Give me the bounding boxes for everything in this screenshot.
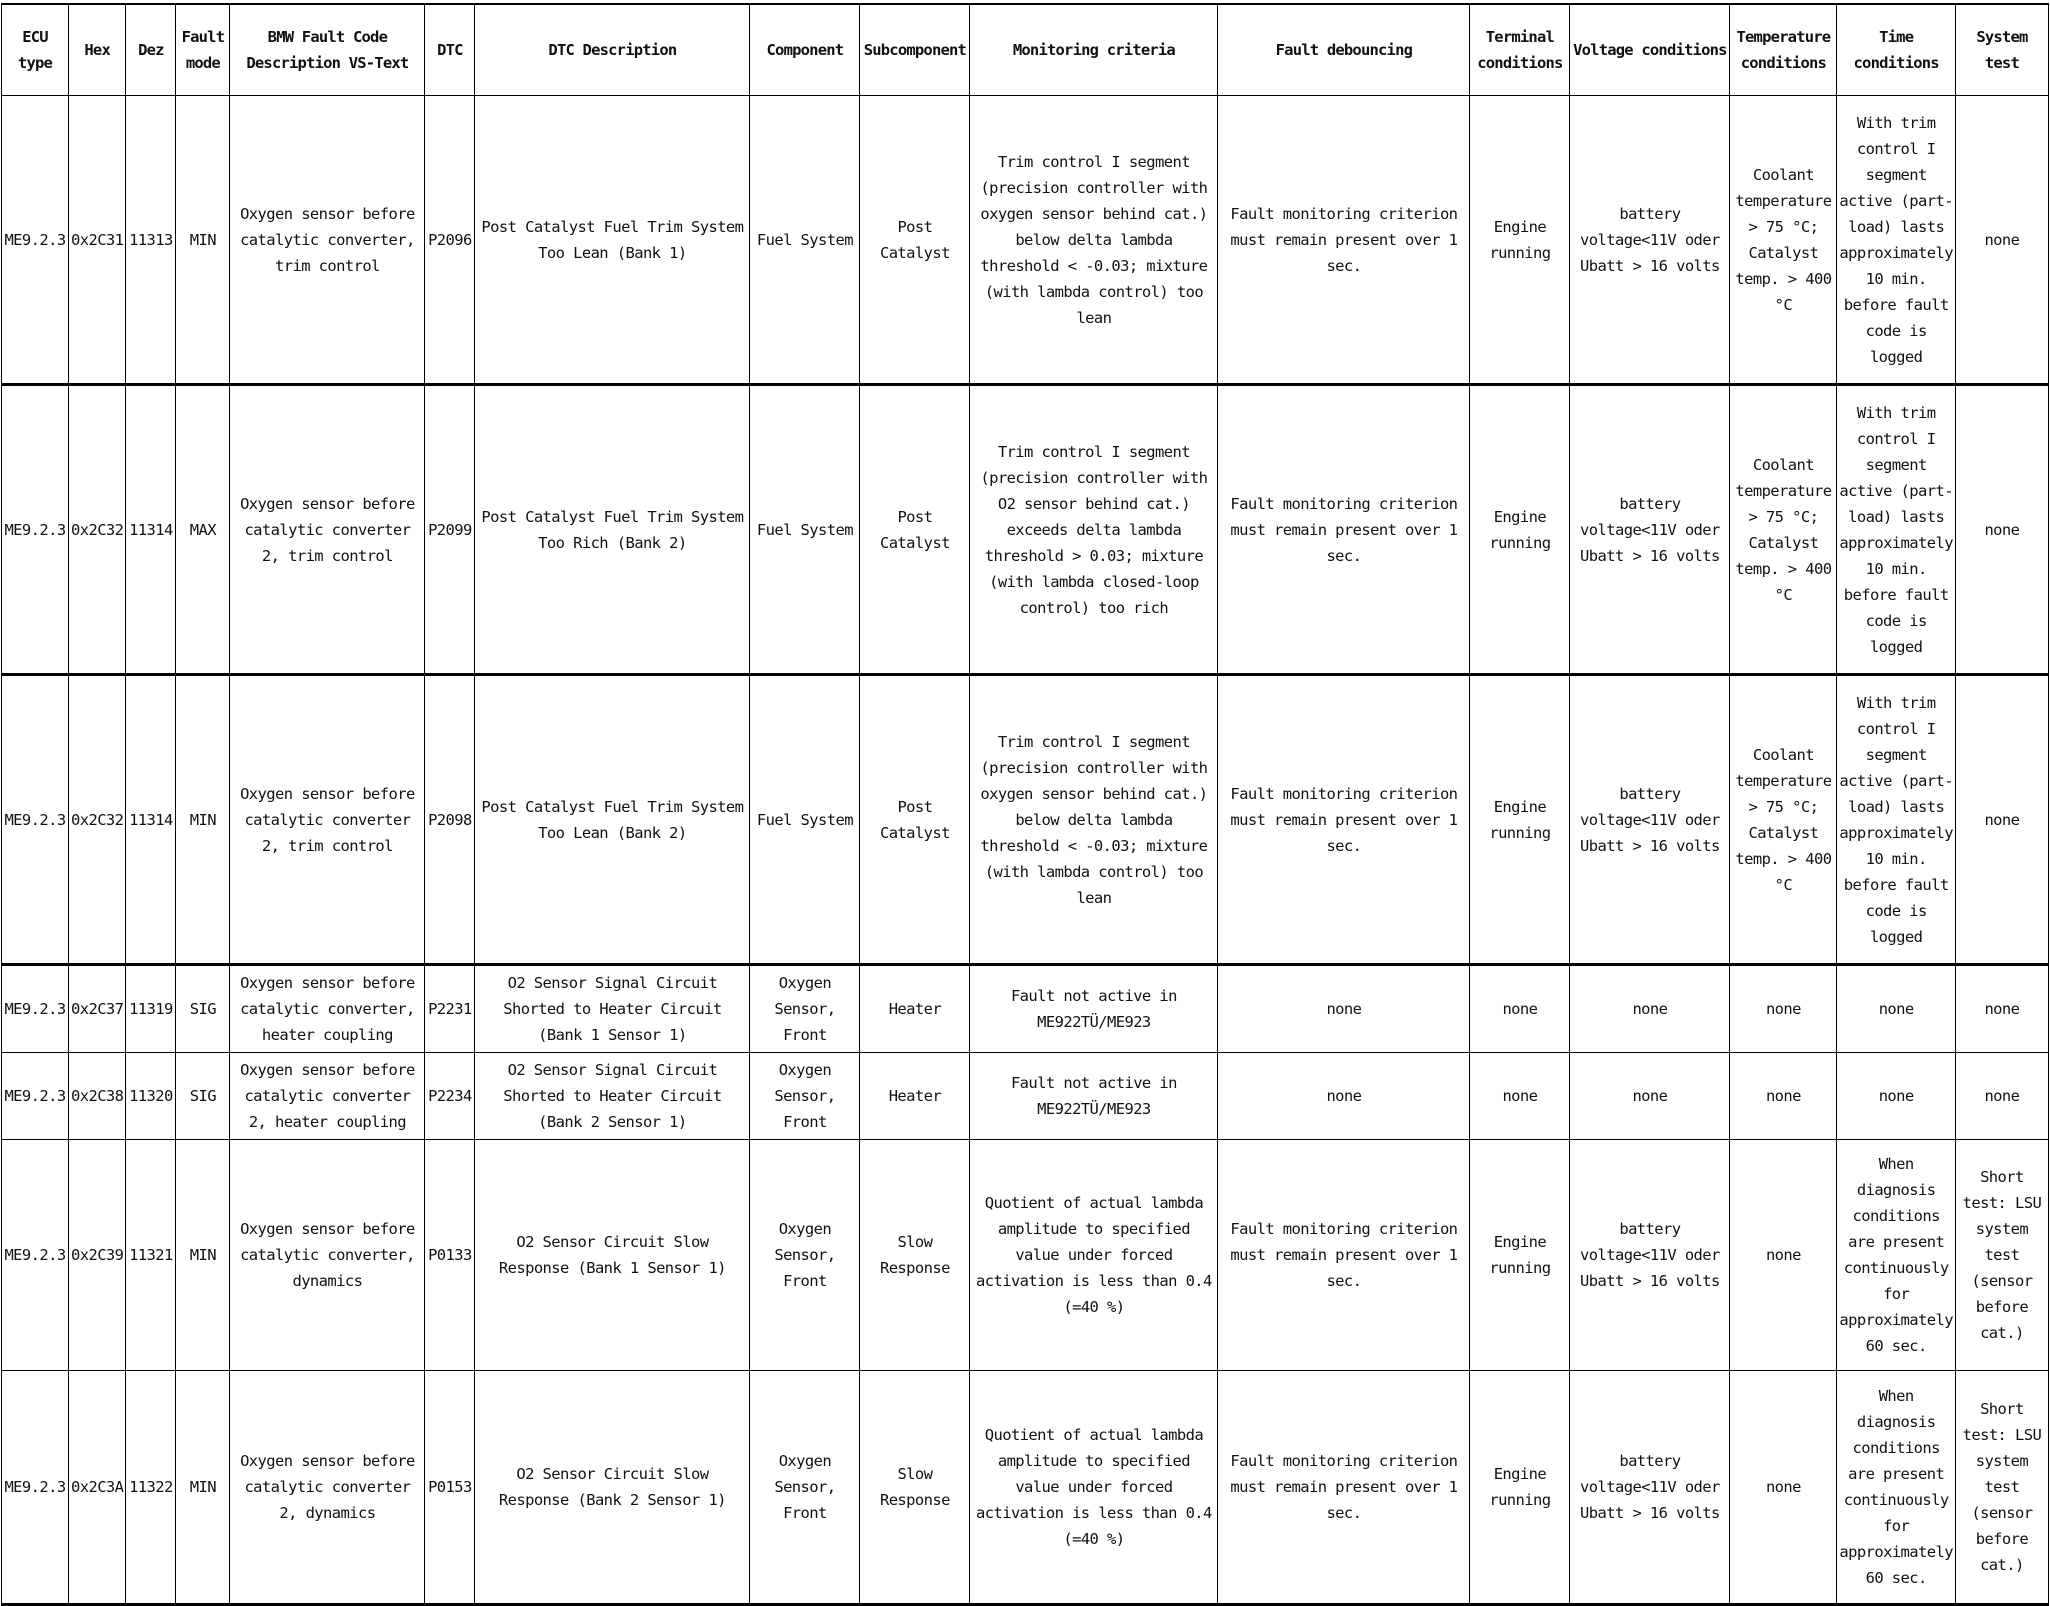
cell-dtc: P2234: [425, 1053, 475, 1140]
cell-component: Oxygen Sensor, Front: [750, 1053, 860, 1140]
cell-time: When diagnosis conditions are present continuously for approximately 60 sec.: [1837, 1140, 1956, 1371]
cell-debouncing: none: [1218, 965, 1470, 1053]
cell-bmw-text: Oxygen sensor before catalytic converter, trim control: [230, 96, 425, 385]
cell-terminal: none: [1470, 965, 1570, 1053]
header-subcomponent: Subcomponent: [860, 4, 970, 96]
cell-bmw-text: Oxygen sensor before catalytic converter 2, trim control: [230, 675, 425, 965]
cell-ecu-type: ME9.2.3: [2, 1371, 69, 1605]
cell-dtc: P0153: [425, 1371, 475, 1605]
cell-system-test: Short test: LSU system test (sensor before cat.): [1955, 1140, 2048, 1371]
cell-debouncing: Fault monitoring criterion must remain present over 1 sec.: [1218, 96, 1470, 385]
cell-bmw-text: Oxygen sensor before catalytic converter, heater coupling: [230, 965, 425, 1053]
cell-dtc-description: O2 Sensor Signal Circuit Shorted to Heater Circuit (Bank 2 Sensor 1): [475, 1053, 750, 1140]
header-bmw-text: BMW Fault Code Description VS-Text: [230, 4, 425, 96]
cell-dtc-description: O2 Sensor Signal Circuit Shorted to Heater Circuit (Bank 1 Sensor 1): [475, 965, 750, 1053]
cell-debouncing: Fault monitoring criterion must remain present over 1 sec.: [1218, 1371, 1470, 1605]
cell-ecu-type: ME9.2.3: [2, 1140, 69, 1371]
cell-dtc-description: Post Catalyst Fuel Trim System Too Lean (Bank 1): [475, 96, 750, 385]
cell-dtc: P2231: [425, 965, 475, 1053]
cell-dez: 11319: [126, 965, 176, 1053]
cell-subcomponent: Post Catalyst: [860, 96, 970, 385]
cell-system-test: none: [1955, 1053, 2048, 1140]
table-row: [2, 675, 2049, 965]
table-row: [2, 1053, 2049, 1140]
cell-monitoring: Quotient of actual lambda amplitude to specified value under forced activation is less than 0.4 (=40 %): [970, 1140, 1218, 1371]
cell-subcomponent: Slow Response: [860, 1371, 970, 1605]
cell-monitoring: Fault not active in ME922TÜ/ME923: [970, 965, 1218, 1053]
cell-time: With trim control I segment active (part-load) lasts approximately 10 min. before fault code is logged: [1837, 385, 1956, 675]
cell-dtc: P0133: [425, 1140, 475, 1371]
cell-temperature: Coolant temperature > 75 °C; Catalyst temp. > 400 °C: [1730, 96, 1837, 385]
cell-hex: 0x2C31: [69, 96, 126, 385]
cell-debouncing: Fault monitoring criterion must remain present over 1 sec.: [1218, 675, 1470, 965]
cell-temperature: none: [1730, 1053, 1837, 1140]
cell-fault-mode: MIN: [176, 675, 230, 965]
cell-voltage: battery voltage<11V oder Ubatt > 16 volts: [1570, 96, 1730, 385]
cell-hex: 0x2C32: [69, 675, 126, 965]
cell-component: Fuel System: [750, 385, 860, 675]
header-dtc-description: DTC Description: [475, 4, 750, 96]
header-fault-mode: Fault mode: [176, 4, 230, 96]
cell-dtc-description: Post Catalyst Fuel Trim System Too Lean (Bank 2): [475, 675, 750, 965]
cell-terminal: Engine running: [1470, 1371, 1570, 1605]
header-component: Component: [750, 4, 860, 96]
cell-fault-mode: MIN: [176, 1140, 230, 1371]
cell-ecu-type: ME9.2.3: [2, 965, 69, 1053]
cell-terminal: Engine running: [1470, 675, 1570, 965]
cell-system-test: Short test: LSU system test (sensor before cat.): [1955, 1371, 2048, 1605]
cell-dez: 11314: [126, 675, 176, 965]
cell-dez: 11314: [126, 385, 176, 675]
cell-system-test: none: [1955, 965, 2048, 1053]
cell-dez: 11322: [126, 1371, 176, 1605]
cell-dtc: P2098: [425, 675, 475, 965]
cell-dtc: P2099: [425, 385, 475, 675]
cell-component: Oxygen Sensor, Front: [750, 1140, 860, 1371]
header-dtc: DTC: [425, 4, 475, 96]
header-time: Time conditions: [1837, 4, 1956, 96]
cell-bmw-text: Oxygen sensor before catalytic converter, dynamics: [230, 1140, 425, 1371]
cell-terminal: none: [1470, 1053, 1570, 1140]
cell-voltage: battery voltage<11V oder Ubatt > 16 volts: [1570, 675, 1730, 965]
table-row: [2, 1140, 2049, 1371]
cell-ecu-type: ME9.2.3: [2, 96, 69, 385]
cell-voltage: none: [1570, 965, 1730, 1053]
header-dez: Dez: [126, 4, 176, 96]
cell-dtc-description: O2 Sensor Circuit Slow Response (Bank 2 Sensor 1): [475, 1371, 750, 1605]
cell-component: Oxygen Sensor, Front: [750, 1371, 860, 1605]
cell-time: When diagnosis conditions are present continuously for approximately 60 sec.: [1837, 1371, 1956, 1605]
cell-dtc-description: Post Catalyst Fuel Trim System Too Rich (Bank 2): [475, 385, 750, 675]
header-voltage: Voltage conditions: [1570, 4, 1730, 96]
table-row: [2, 385, 2049, 675]
cell-terminal: Engine running: [1470, 96, 1570, 385]
cell-debouncing: none: [1218, 1053, 1470, 1140]
cell-subcomponent: Heater: [860, 965, 970, 1053]
cell-subcomponent: Heater: [860, 1053, 970, 1140]
cell-component: Oxygen Sensor, Front: [750, 965, 860, 1053]
cell-monitoring: Quotient of actual lambda amplitude to specified value under forced activation is less than 0.4 (=40 %): [970, 1371, 1218, 1605]
fault-code-table: [1, 3, 2049, 1606]
cell-system-test: none: [1955, 385, 2048, 675]
cell-bmw-text: Oxygen sensor before catalytic converter 2, dynamics: [230, 1371, 425, 1605]
cell-time: With trim control I segment active (part-load) lasts approximately 10 min. before fault code is logged: [1837, 675, 1956, 965]
cell-time: With trim control I segment active (part-load) lasts approximately 10 min. before fault code is logged: [1837, 96, 1956, 385]
header-system-test: System test: [1955, 4, 2048, 96]
cell-subcomponent: Slow Response: [860, 1140, 970, 1371]
cell-hex: 0x2C38: [69, 1053, 126, 1140]
cell-temperature: none: [1730, 1371, 1837, 1605]
cell-temperature: none: [1730, 965, 1837, 1053]
cell-system-test: none: [1955, 675, 2048, 965]
cell-temperature: Coolant temperature > 75 °C; Catalyst temp. > 400 °C: [1730, 675, 1837, 965]
cell-fault-mode: MAX: [176, 385, 230, 675]
cell-dez: 11320: [126, 1053, 176, 1140]
cell-debouncing: Fault monitoring criterion must remain present over 1 sec.: [1218, 385, 1470, 675]
header-ecu-type: ECU type: [2, 4, 69, 96]
cell-ecu-type: ME9.2.3: [2, 675, 69, 965]
cell-component: Fuel System: [750, 675, 860, 965]
cell-terminal: Engine running: [1470, 385, 1570, 675]
cell-monitoring: Trim control I segment (precision controller with oxygen sensor behind cat.) below delta lambda threshold < -0.03; mixture (with lambda control) too lean: [970, 675, 1218, 965]
cell-hex: 0x2C32: [69, 385, 126, 675]
cell-temperature: Coolant temperature > 75 °C; Catalyst temp. > 400 °C: [1730, 385, 1837, 675]
table-row: [2, 96, 2049, 385]
header-terminal: Terminal conditions: [1470, 4, 1570, 96]
cell-temperature: none: [1730, 1140, 1837, 1371]
cell-hex: 0x2C39: [69, 1140, 126, 1371]
cell-fault-mode: MIN: [176, 1371, 230, 1605]
cell-dtc-description: O2 Sensor Circuit Slow Response (Bank 1 Sensor 1): [475, 1140, 750, 1371]
cell-time: none: [1837, 965, 1956, 1053]
cell-system-test: none: [1955, 96, 2048, 385]
cell-voltage: battery voltage<11V oder Ubatt > 16 volts: [1570, 385, 1730, 675]
cell-dez: 11313: [126, 96, 176, 385]
cell-fault-mode: MIN: [176, 96, 230, 385]
table-row: [2, 965, 2049, 1053]
cell-time: none: [1837, 1053, 1956, 1140]
cell-ecu-type: ME9.2.3: [2, 385, 69, 675]
cell-fault-mode: SIG: [176, 965, 230, 1053]
cell-hex: 0x2C3A: [69, 1371, 126, 1605]
cell-debouncing: Fault monitoring criterion must remain present over 1 sec.: [1218, 1140, 1470, 1371]
cell-monitoring: Trim control I segment (precision controller with O2 sensor behind cat.) exceeds delta lambda threshold > 0.03; mixture (with lambda closed-loop control) too rich: [970, 385, 1218, 675]
cell-monitoring: Trim control I segment (precision controller with oxygen sensor behind cat.) below delta lambda threshold < -0.03; mixture (with lambda control) too lean: [970, 96, 1218, 385]
cell-subcomponent: Post Catalyst: [860, 385, 970, 675]
cell-hex: 0x2C37: [69, 965, 126, 1053]
cell-fault-mode: SIG: [176, 1053, 230, 1140]
cell-subcomponent: Post Catalyst: [860, 675, 970, 965]
header-monitoring: Monitoring criteria: [970, 4, 1218, 96]
cell-monitoring: Fault not active in ME922TÜ/ME923: [970, 1053, 1218, 1140]
header-hex: Hex: [69, 4, 126, 96]
cell-component: Fuel System: [750, 96, 860, 385]
cell-dez: 11321: [126, 1140, 176, 1371]
cell-voltage: battery voltage<11V oder Ubatt > 16 volts: [1570, 1371, 1730, 1605]
cell-voltage: battery voltage<11V oder Ubatt > 16 volts: [1570, 1140, 1730, 1371]
cell-bmw-text: Oxygen sensor before catalytic converter 2, trim control: [230, 385, 425, 675]
header-debouncing: Fault debouncing: [1218, 4, 1470, 96]
cell-terminal: Engine running: [1470, 1140, 1570, 1371]
cell-voltage: none: [1570, 1053, 1730, 1140]
cell-ecu-type: ME9.2.3: [2, 1053, 69, 1140]
cell-dtc: P2096: [425, 96, 475, 385]
header-temperature: Temperature conditions: [1730, 4, 1837, 96]
table-row: [2, 1371, 2049, 1605]
header-row: [2, 4, 2049, 96]
cell-bmw-text: Oxygen sensor before catalytic converter 2, heater coupling: [230, 1053, 425, 1140]
